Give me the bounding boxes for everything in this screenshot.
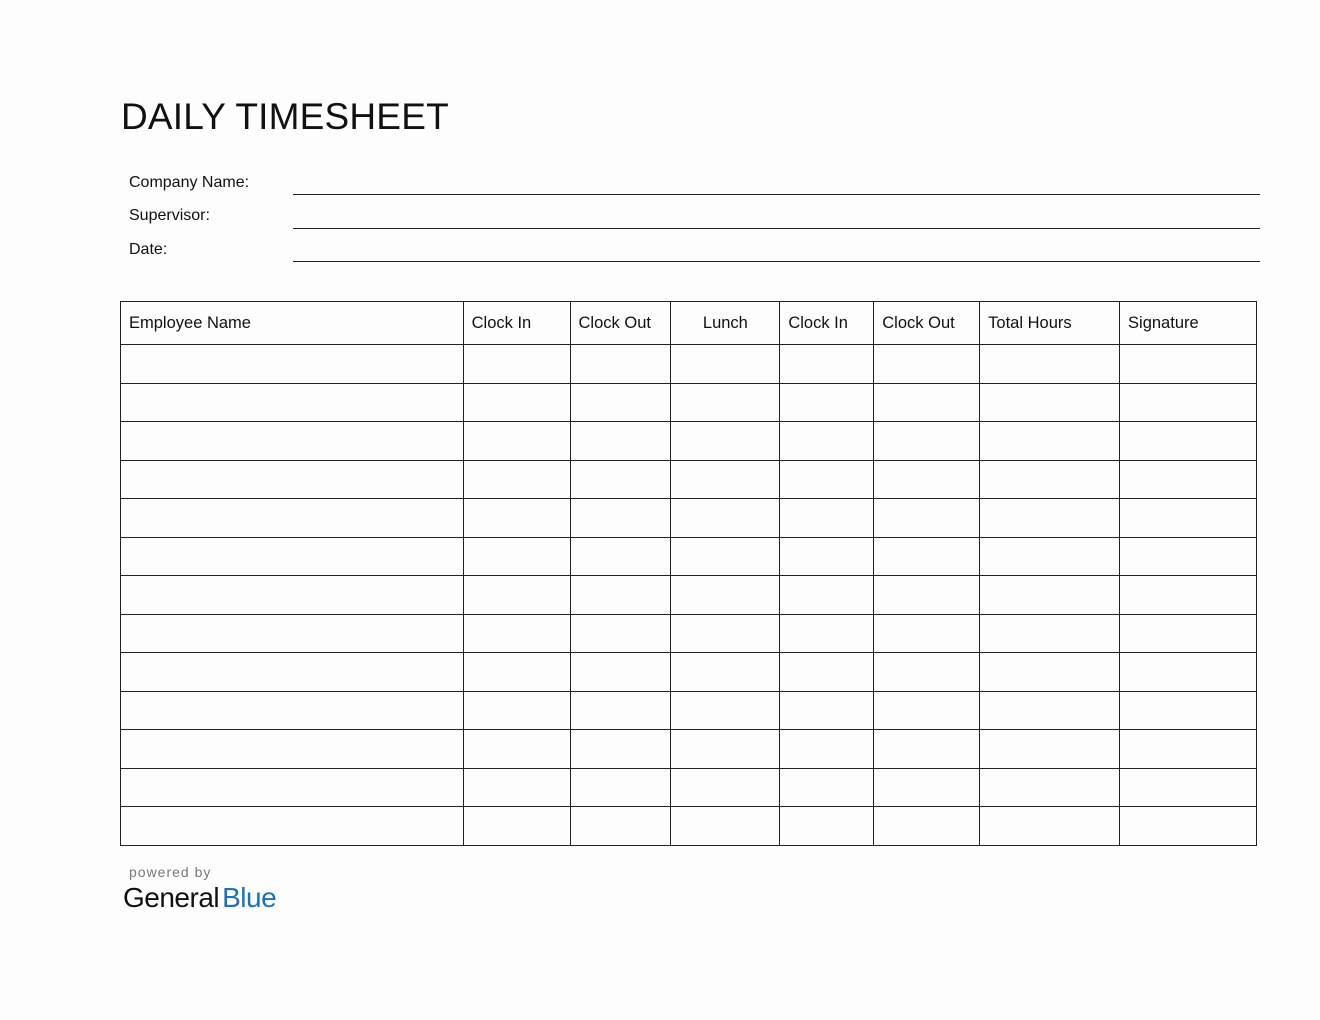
- table-cell[interactable]: [780, 460, 874, 499]
- table-cell[interactable]: [463, 460, 570, 499]
- table-cell[interactable]: [980, 345, 1120, 384]
- table-cell[interactable]: [671, 537, 780, 576]
- header-clock-in: Clock In: [463, 302, 570, 345]
- table-cell[interactable]: [1120, 345, 1257, 384]
- header-total-hours: Total Hours: [980, 302, 1120, 345]
- supervisor-label: Supervisor:: [129, 207, 210, 224]
- company-name-field[interactable]: [293, 194, 1260, 195]
- table-header-row: [121, 302, 1257, 345]
- table-cell[interactable]: [463, 499, 570, 538]
- table-cell[interactable]: [570, 345, 671, 384]
- header-lunch: Lunch: [671, 302, 780, 345]
- table-cell[interactable]: [780, 345, 874, 384]
- table-cell[interactable]: [1120, 537, 1257, 576]
- table-cell[interactable]: [671, 422, 780, 461]
- table-cell[interactable]: [874, 691, 980, 730]
- table-cell[interactable]: [671, 653, 780, 692]
- table-cell[interactable]: [671, 576, 780, 615]
- table-cell[interactable]: [980, 653, 1120, 692]
- table-row: [121, 807, 1257, 846]
- table-cell[interactable]: [780, 383, 874, 422]
- header-clock-in-2: Clock In: [780, 302, 874, 345]
- table-cell[interactable]: [463, 807, 570, 846]
- table-row: [121, 499, 1257, 538]
- table-cell[interactable]: [874, 499, 980, 538]
- table-cell[interactable]: [780, 653, 874, 692]
- table-cell[interactable]: [121, 653, 464, 692]
- table-cell[interactable]: [463, 691, 570, 730]
- table-row: [121, 537, 1257, 576]
- table-cell[interactable]: [1120, 653, 1257, 692]
- table-cell[interactable]: [570, 576, 671, 615]
- table-cell[interactable]: [121, 422, 464, 461]
- table-cell[interactable]: [980, 499, 1120, 538]
- table-cell[interactable]: [780, 614, 874, 653]
- company-name-label: Company Name:: [129, 174, 250, 191]
- table-cell[interactable]: [671, 768, 780, 807]
- table-cell[interactable]: [780, 499, 874, 538]
- table-cell[interactable]: [570, 383, 671, 422]
- table-cell[interactable]: [980, 614, 1120, 653]
- table-cell[interactable]: [121, 691, 464, 730]
- table-cell[interactable]: [874, 460, 980, 499]
- table-cell[interactable]: [780, 422, 874, 461]
- table-cell[interactable]: [780, 807, 874, 846]
- table-row: [121, 576, 1257, 615]
- table-cell[interactable]: [980, 537, 1120, 576]
- powered-by-text: powered by: [129, 864, 212, 880]
- logo-blue: Blue: [222, 882, 277, 913]
- table-cell[interactable]: [780, 537, 874, 576]
- table-cell[interactable]: [980, 422, 1120, 461]
- table-cell[interactable]: [121, 460, 464, 499]
- table-row: [121, 383, 1257, 422]
- table-cell[interactable]: [463, 653, 570, 692]
- table-cell[interactable]: [463, 422, 570, 461]
- table-cell[interactable]: [671, 691, 780, 730]
- table-cell[interactable]: [570, 768, 671, 807]
- table-cell[interactable]: [121, 345, 464, 384]
- table-cell[interactable]: [1120, 383, 1257, 422]
- table-cell[interactable]: [1120, 768, 1257, 807]
- table-cell[interactable]: [463, 614, 570, 653]
- table-cell[interactable]: [980, 460, 1120, 499]
- table-cell[interactable]: [874, 653, 980, 692]
- table-cell[interactable]: [121, 576, 464, 615]
- supervisor-field[interactable]: [293, 228, 1260, 229]
- header-employee-name: Employee Name: [121, 302, 464, 345]
- table-cell[interactable]: [1120, 730, 1257, 769]
- table-cell[interactable]: [671, 383, 780, 422]
- table-cell[interactable]: [980, 576, 1120, 615]
- table-cell[interactable]: [1120, 422, 1257, 461]
- table-cell[interactable]: [874, 422, 980, 461]
- table-cell[interactable]: [671, 614, 780, 653]
- table-cell[interactable]: [780, 730, 874, 769]
- header-clock-out: Clock Out: [570, 302, 671, 345]
- table-cell[interactable]: [671, 345, 780, 384]
- table-cell[interactable]: [780, 768, 874, 807]
- table-cell[interactable]: [980, 768, 1120, 807]
- table-cell[interactable]: [121, 614, 464, 653]
- table-cell[interactable]: [874, 807, 980, 846]
- table-cell[interactable]: [570, 691, 671, 730]
- table-cell[interactable]: [121, 383, 464, 422]
- table-cell[interactable]: [121, 537, 464, 576]
- table-cell[interactable]: [463, 537, 570, 576]
- table-cell[interactable]: [874, 768, 980, 807]
- table-cell[interactable]: [874, 730, 980, 769]
- timesheet-table: [120, 301, 1257, 846]
- table-cell[interactable]: [671, 730, 780, 769]
- generalblue-logo: [123, 882, 276, 914]
- table-cell[interactable]: [570, 499, 671, 538]
- table-row: [121, 768, 1257, 807]
- table-row: [121, 422, 1257, 461]
- table-cell[interactable]: [1120, 807, 1257, 846]
- header-signature: Signature: [1120, 302, 1257, 345]
- table-cell[interactable]: [671, 807, 780, 846]
- table-cell[interactable]: [463, 383, 570, 422]
- table-cell[interactable]: [121, 499, 464, 538]
- table-row: [121, 345, 1257, 384]
- table-cell[interactable]: [874, 345, 980, 384]
- table-cell[interactable]: [121, 768, 464, 807]
- table-cell[interactable]: [1120, 460, 1257, 499]
- table-cell[interactable]: [874, 537, 980, 576]
- table-cell[interactable]: [570, 730, 671, 769]
- table-cell[interactable]: [121, 807, 464, 846]
- table-row: [121, 653, 1257, 692]
- table-cell[interactable]: [463, 576, 570, 615]
- table-cell[interactable]: [671, 499, 780, 538]
- date-label: Date:: [129, 241, 168, 258]
- table-cell[interactable]: [874, 576, 980, 615]
- table-cell[interactable]: [570, 653, 671, 692]
- table-row: [121, 691, 1257, 730]
- table-row: [121, 614, 1257, 653]
- table-cell[interactable]: [463, 768, 570, 807]
- table-row: [121, 730, 1257, 769]
- table-cell[interactable]: [570, 807, 671, 846]
- table-cell[interactable]: [570, 422, 671, 461]
- table-cell[interactable]: [570, 614, 671, 653]
- table-cell[interactable]: [874, 614, 980, 653]
- table-cell[interactable]: [1120, 691, 1257, 730]
- table-row: [121, 460, 1257, 499]
- logo-general: General: [123, 882, 220, 913]
- table-cell[interactable]: [980, 730, 1120, 769]
- table-cell[interactable]: [980, 807, 1120, 846]
- table-cell[interactable]: [874, 383, 980, 422]
- table-cell[interactable]: [1120, 614, 1257, 653]
- date-field[interactable]: [293, 261, 1260, 262]
- page-title: DAILY TIMESHEET: [121, 96, 449, 137]
- table-cell[interactable]: [121, 730, 464, 769]
- table-cell[interactable]: [463, 730, 570, 769]
- table-cell[interactable]: [463, 345, 570, 384]
- header-clock-out-2: Clock Out: [874, 302, 980, 345]
- table-cell[interactable]: [780, 576, 874, 615]
- table-cell[interactable]: [980, 691, 1120, 730]
- table-cell[interactable]: [980, 383, 1120, 422]
- table-cell[interactable]: [1120, 499, 1257, 538]
- table-cell[interactable]: [780, 691, 874, 730]
- table-cell[interactable]: [671, 460, 780, 499]
- table-cell[interactable]: [570, 537, 671, 576]
- table-cell[interactable]: [570, 460, 671, 499]
- table-cell[interactable]: [1120, 576, 1257, 615]
